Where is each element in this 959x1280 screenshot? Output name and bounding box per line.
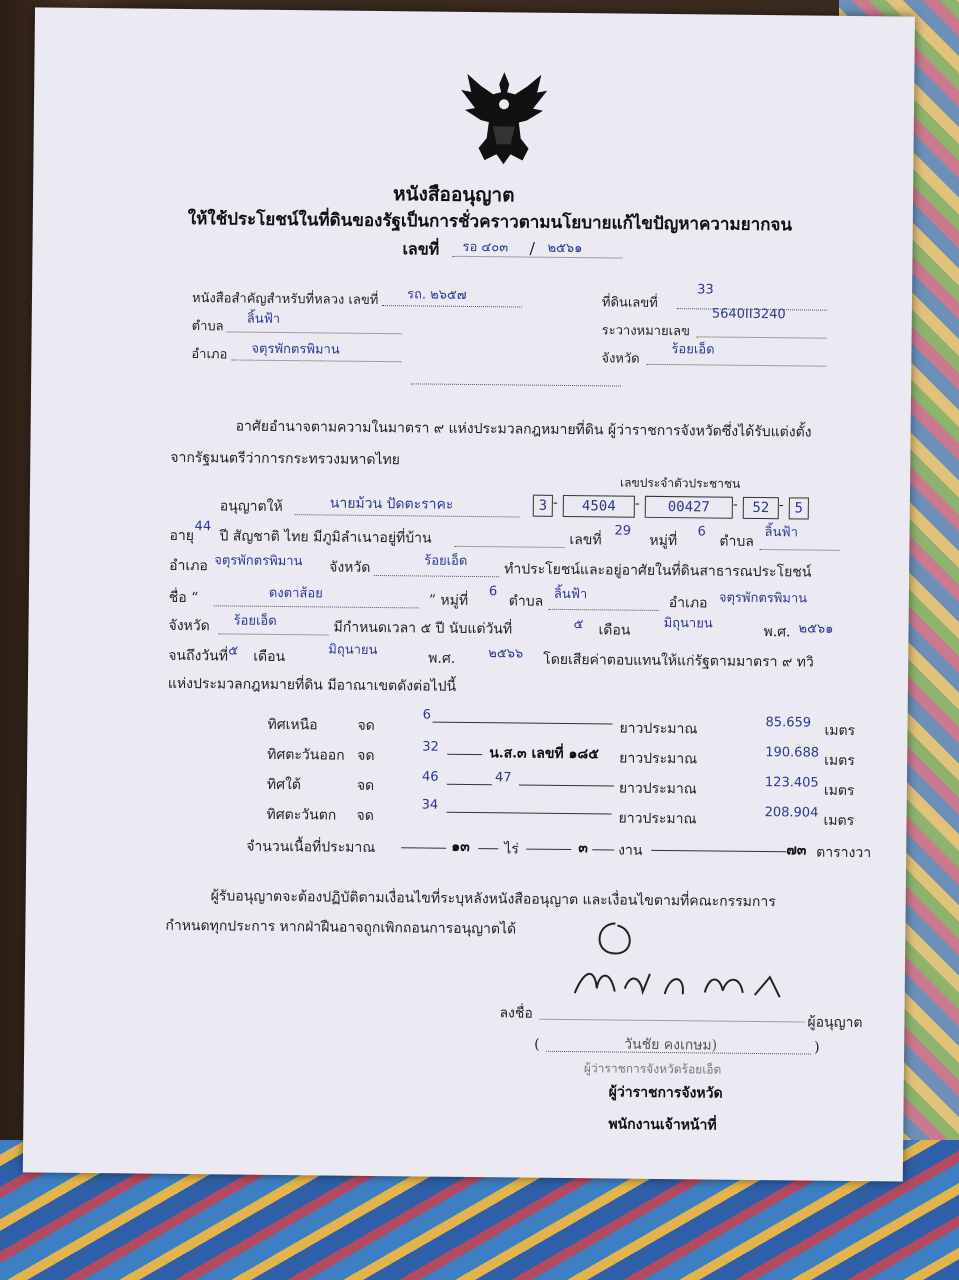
tambon-row-dotted-line xyxy=(759,549,839,551)
row5-tambon-dotted-line xyxy=(549,609,659,611)
name-dotted-line xyxy=(214,605,419,608)
ref-dotted-line xyxy=(382,305,522,307)
area-rai: ๑๓ xyxy=(451,838,470,855)
bound-value: 34 xyxy=(421,797,439,813)
sign-label: ลงชื่อ xyxy=(499,1005,533,1022)
id-box-4: 52 xyxy=(743,497,779,519)
stamp-line: ผู้ว่าราชการจังหวัดร้อยเอ็ด xyxy=(583,1061,722,1077)
handwritten-signature xyxy=(555,913,796,1016)
id-box-1: 3 xyxy=(533,495,553,517)
bound-line xyxy=(447,812,612,815)
para1-line-a: อาศัยอำนาจตามความในมาตรา ๙ แห่งประมวลกฎหมายที่ดิน ผู้ว่าราชการจังหวัดซึ่งได้รับแต่งตั้ง xyxy=(235,418,812,441)
permittee-name: นายม้วน ปัดตะราคะ xyxy=(329,495,454,513)
bound-value: 6 xyxy=(422,707,431,723)
row7-rest: โดยเสียค่าตอบแทนให้แก่รัฐตามมาตรา ๙ ทวิ xyxy=(543,651,814,671)
area-label: จำนวนเนื้อที่ประมาณ xyxy=(246,838,376,857)
area-line xyxy=(526,849,571,850)
bound-direction: ทิศใต้ xyxy=(266,776,302,794)
row6-year: ๒๕๖๑ xyxy=(798,621,834,637)
bound-direction: ทิศตะวันตก xyxy=(266,806,337,824)
row5-moo-value: 6 xyxy=(488,584,498,600)
row4-amphoe-label: อำเภอ xyxy=(169,557,208,575)
conditions-line-b: กำหนดทุกประการ หากฝ่าฝืนอาจถูกเพิกถอนการอนุญาตได้ xyxy=(165,917,517,938)
row7-month: มิถุนายน xyxy=(328,642,378,659)
bound-length: 85.659 xyxy=(765,715,812,731)
id-dash: - xyxy=(552,494,558,511)
moo-label: หมู่ที่ xyxy=(649,532,678,550)
tambon-value: ลิ้นฟ้า xyxy=(246,311,281,327)
amphoe-label: อำเภอ xyxy=(191,347,228,363)
bound-length: 123.405 xyxy=(764,775,819,791)
name-label: ชื่อ “ xyxy=(168,589,199,607)
row4-province-dotted-line xyxy=(374,575,499,577)
row6-day: ๕ xyxy=(573,617,584,633)
row6-term: มีกำหนดเวลา ๕ ปี นับแต่วันที่ xyxy=(333,619,513,638)
row5-amphoe-value: จตุรพักตรพิมาน xyxy=(718,590,808,607)
bound-line xyxy=(447,784,492,785)
moo-value: 6 xyxy=(697,524,706,540)
number-value: รอ ๔๐๓ xyxy=(462,239,509,256)
position-governor: ผู้ว่าราชการจังหวัด xyxy=(608,1084,723,1102)
id-dash: - xyxy=(778,497,784,514)
row4-amphoe-value: จตุรพักตรพิมาน xyxy=(214,553,303,570)
area-ngan: ๓ xyxy=(578,840,588,857)
row7-until: จนถึงวันที่ xyxy=(168,647,229,665)
signer-name: วันชัย คงเกษม) xyxy=(624,1036,718,1054)
row4-province-value: ร้อยเอ็ด xyxy=(424,553,468,569)
bound-line xyxy=(433,722,613,725)
row6-month-label: เดือน xyxy=(598,622,631,639)
area-line xyxy=(401,847,446,848)
age-label: อายุ xyxy=(169,527,195,545)
id-box-5: 5 xyxy=(789,497,809,519)
bound-length-label: ยาวประมาณ xyxy=(618,780,697,798)
paren-close: ) xyxy=(814,1039,820,1056)
row5-amphoe-label: อำเภอ xyxy=(668,595,708,612)
area-wa: ๗๓ xyxy=(786,842,807,859)
bound-length: 190.688 xyxy=(765,745,820,761)
area-rai-unit: ไร่ xyxy=(504,841,519,858)
row4-province-label: จังหวัด xyxy=(329,559,371,576)
age-rest: ปี สัญชาติ ไทย มีภูมิลำเนาอยู่ที่บ้าน xyxy=(219,528,432,547)
document-subtitle: ให้ใช้ประโยชน์ในที่ดินของรัฐเป็นการชั่วคราวตามนโยบายแก้ไขปัญหาความยากจน xyxy=(187,209,793,236)
row6-province-value: ร้อยเอ็ด xyxy=(233,613,277,629)
permit-label: อนุญาตให้ xyxy=(219,498,283,516)
paren-open: ( xyxy=(534,1036,540,1053)
grid-label: ระวางหมายเลข xyxy=(601,323,691,340)
bound-length: 208.904 xyxy=(764,805,819,821)
row5-tambon-value: ลิ้นฟ้า xyxy=(553,586,588,603)
year-value: ๒๕๖๑ xyxy=(547,240,583,257)
tambon-label: ตำบล xyxy=(191,319,224,335)
province-label: จังหวัด xyxy=(601,351,640,367)
area-wa-unit: ตารางวา xyxy=(816,844,872,862)
bound-unit: เมตร xyxy=(824,752,855,770)
garuda-emblem-icon xyxy=(448,64,559,175)
sign-dotted-line xyxy=(539,1019,804,1023)
province-value: ร้อยเอ็ด xyxy=(671,342,715,358)
sign-role: ผู้อนุญาต xyxy=(807,1014,863,1032)
number-slash: / xyxy=(529,238,536,258)
grid-dotted-line xyxy=(697,336,827,338)
row4-rest: ทำประโยชน์และอยู่อาศัยในที่ดินสาธารณประโยชน์ xyxy=(504,561,812,581)
name-close: ” หมู่ที่ xyxy=(428,592,469,609)
row6-province-label: จังหวัด xyxy=(168,617,210,635)
tambon-dotted-line xyxy=(227,331,402,334)
id-box-3: 00427 xyxy=(645,496,733,519)
bound-adjacent-label: จด xyxy=(357,747,375,764)
amphoe-value: จตุรพักตรพิมาน xyxy=(251,341,340,358)
row7-month-label: เดือน xyxy=(253,648,286,666)
row6-year-label: พ.ศ. xyxy=(763,624,791,641)
ref-label: หนังสือสำคัญสำหรับที่หลวง เลขที่ xyxy=(191,291,379,309)
bound-value: 32 xyxy=(422,739,439,755)
bound-note: น.ส.๓ เลขที่ ๑๘๕ xyxy=(489,745,599,763)
row3-tambon-label: ตำบล xyxy=(719,533,754,550)
bound-value-2: 47 xyxy=(494,770,512,786)
number-label: เลขที่ xyxy=(402,239,440,259)
house-value: 29 xyxy=(614,523,632,539)
id-dash: - xyxy=(634,495,640,512)
para1-line-b: จากรัฐมนตรีว่าการกระทรวงมหาดไทย xyxy=(170,449,401,469)
area-ngan-unit: งาน xyxy=(618,842,643,859)
land-no-label: ที่ดินเลขที่ xyxy=(601,295,658,311)
separator-dotted-line xyxy=(411,383,621,386)
bound-line xyxy=(519,785,614,787)
id-label: เลขประจำตัวประชาชน xyxy=(620,475,741,491)
row6-month: มิถุนายน xyxy=(663,616,713,632)
province-dotted-line xyxy=(646,364,826,367)
bound-length-label: ยาวประมาณ xyxy=(619,750,698,768)
area-line xyxy=(651,850,786,852)
land-no-value: 33 xyxy=(697,282,714,298)
id-dash: - xyxy=(732,496,738,513)
bound-value: 46 xyxy=(421,769,439,785)
ref-value: รถ. ๒๖๕๗ xyxy=(406,287,467,303)
bound-direction: ทิศเหนือ xyxy=(267,716,318,734)
age-value: 44 xyxy=(194,519,212,535)
bound-adjacent-label: จด xyxy=(356,807,374,824)
row7-day: ๕ xyxy=(228,643,239,659)
row6-province-dotted-line xyxy=(218,633,328,635)
bound-unit: เมตร xyxy=(823,782,855,800)
bound-line xyxy=(447,754,482,755)
row8-text: แห่งประมวลกฎหมายที่ดิน มีอาณาเขตดังต่อไปนี้ xyxy=(167,675,457,695)
row3-tambon-value: ลิ้นฟ้า xyxy=(764,525,799,541)
position-officer: พนักงานเจ้าหน้าที่ xyxy=(608,1116,717,1134)
bound-adjacent-label: จด xyxy=(357,717,375,734)
bound-unit: เมตร xyxy=(824,722,856,740)
area-line xyxy=(478,848,498,849)
bound-adjacent-label: จด xyxy=(356,777,375,794)
bound-length-label: ยาวประมาณ xyxy=(618,810,697,828)
amphoe-dotted-line xyxy=(231,359,401,362)
permit-document xyxy=(23,7,915,1181)
village-dotted-line xyxy=(454,546,564,548)
house-label: เลขที่ xyxy=(569,532,602,549)
row7-year-label: พ.ศ. xyxy=(428,650,456,667)
area-line xyxy=(592,849,614,850)
bound-length-label: ยาวประมาณ xyxy=(619,720,698,738)
document-title: หนังสืออนุญาต xyxy=(392,183,515,207)
conditions-line-a: ผู้รับอนุญาตจะต้องปฏิบัติตามเงื่อนไขที่ระบุหลังหนังสืออนุญาต และเงื่อนไขตามที่คณะกรรมการ xyxy=(210,888,776,911)
name-value: ดงตาส้อย xyxy=(268,585,323,602)
bound-unit: เมตร xyxy=(823,812,855,830)
grid-value: 5640II3240 xyxy=(711,306,786,323)
bound-direction: ทิศตะวันออก xyxy=(267,746,345,764)
row7-year: ๒๕๖๖ xyxy=(488,646,524,662)
row5-tambon-label: ตำบล xyxy=(508,593,544,610)
id-box-2: 4504 xyxy=(563,495,635,518)
